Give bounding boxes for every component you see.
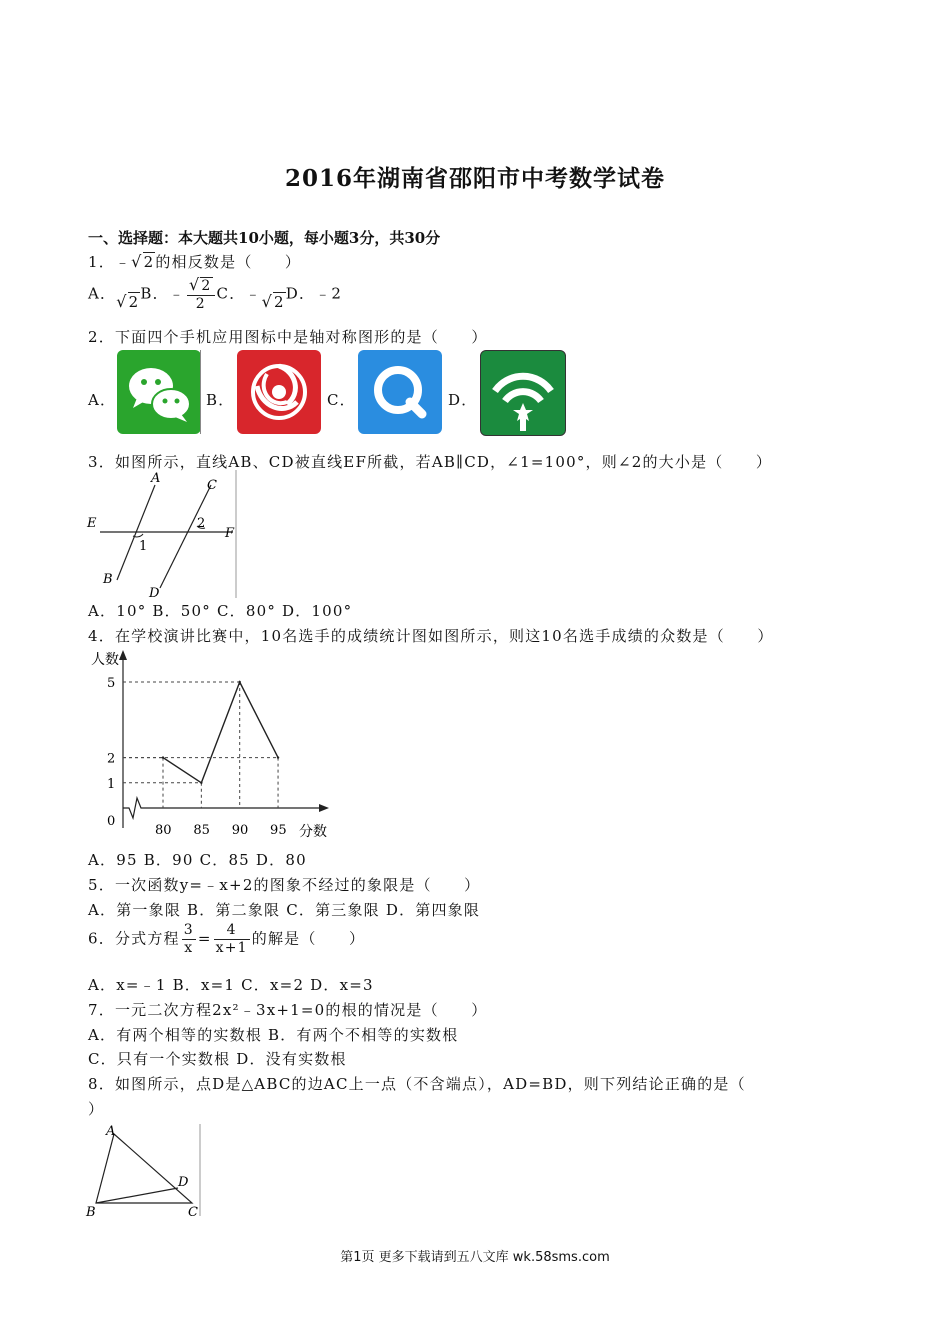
radicand: 2 bbox=[274, 292, 285, 311]
sohu-icon bbox=[237, 350, 321, 434]
fraction-1 bbox=[182, 922, 196, 957]
y-tick-0: 0 bbox=[107, 814, 116, 829]
label-c: C bbox=[207, 478, 217, 493]
data-point bbox=[162, 756, 164, 758]
y-tick-label: 2 bbox=[107, 751, 116, 767]
q7-stem: 7．一元二次方程2x²﹣3x+1=0的根的情况是（ ） bbox=[88, 1001, 488, 1019]
fraction: $\frac{√2}{2}$ bbox=[187, 276, 215, 313]
label-angle-1: 1 bbox=[139, 539, 148, 554]
q6-stem bbox=[88, 922, 365, 957]
series-line bbox=[163, 682, 278, 783]
q8-figure bbox=[84, 1120, 206, 1220]
q2-stem: 2．下面四个手机应用图标中是轴对称图形的是（ ） bbox=[88, 328, 488, 346]
qq-browser-icon bbox=[358, 350, 442, 434]
sqrt-expression: √2 bbox=[116, 291, 140, 311]
label-a: A bbox=[151, 471, 161, 486]
label-e: E bbox=[87, 516, 97, 531]
data-point bbox=[277, 756, 279, 758]
equals-sign: = bbox=[197, 929, 212, 948]
q1-prefix: 1．﹣ bbox=[88, 253, 132, 271]
fraction-2 bbox=[214, 922, 250, 957]
radicand: 2 bbox=[201, 278, 212, 294]
x-tick-label: 90 bbox=[231, 823, 249, 838]
q3-options: A．10° B．50° C．80° D．100° bbox=[88, 602, 353, 620]
label-angle-2: 2 bbox=[197, 516, 206, 531]
label-a: A bbox=[106, 1124, 116, 1139]
q2-label-d: D． bbox=[448, 391, 478, 409]
q1-option-d: D．﹣2 bbox=[285, 284, 343, 303]
q4-stem: 4．在学校演讲比赛中，10名选手的成绩统计图如图所示，则这10名选手成绩的众数是（ ） bbox=[88, 627, 774, 645]
sqrt-expression: √2 bbox=[261, 291, 285, 311]
q8-stem-end: ） bbox=[88, 1100, 105, 1118]
q1-option-a: A． bbox=[88, 284, 117, 303]
x-tick-label: 80 bbox=[155, 823, 172, 838]
data-point bbox=[200, 782, 202, 784]
label-d: D bbox=[149, 586, 160, 600]
q5-stem: 5．一次函数y=﹣x+2的图象不经过的象限是（ ） bbox=[88, 876, 481, 894]
x-tick-label: 95 bbox=[270, 823, 287, 838]
line-cd bbox=[160, 485, 211, 588]
q4-options: A．95 B．90 C．85 D．80 bbox=[88, 851, 307, 869]
page-title: 2016年湖南省邵阳市中考数学试卷 bbox=[284, 165, 665, 192]
q4-line-chart bbox=[85, 648, 345, 843]
label-b: B bbox=[86, 1205, 96, 1220]
radicand: 2 bbox=[143, 253, 155, 271]
label-b: B bbox=[103, 572, 113, 587]
x-axis-arrow bbox=[319, 804, 329, 812]
x-axis-label: 分数 bbox=[299, 824, 327, 840]
segment-bd bbox=[96, 1188, 178, 1203]
q8-stem: 8．如图所示，点D是△ABC的边AC上一点（不含端点），AD=BD，则下列结论正确的是（ bbox=[88, 1075, 746, 1093]
data-point bbox=[239, 681, 241, 683]
q7-options-1: A．有两个相等的实数根 B．有两个不相等的实数根 bbox=[88, 1026, 459, 1044]
y-axis-arrow bbox=[119, 650, 127, 660]
q3-figure bbox=[85, 470, 245, 600]
y-axis-label: 人数 bbox=[91, 652, 119, 668]
y-tick-label: 5 bbox=[107, 676, 116, 691]
q3-stem: 3．如图所示，直线AB、CD被直线EF所截，若AB∥CD，∠1=100°，则∠2的大小是（ ） bbox=[88, 453, 773, 471]
q1-option-b: B．﹣ bbox=[140, 284, 186, 303]
q2-label-a: A． bbox=[88, 391, 117, 409]
chart-axes bbox=[91, 650, 329, 840]
q2-label-c: C． bbox=[327, 391, 356, 409]
wifi-tower-icon bbox=[480, 350, 566, 436]
q6-prefix: 6．分式方程 bbox=[88, 929, 180, 948]
divider bbox=[200, 350, 201, 434]
q1-options bbox=[88, 276, 342, 313]
radicand: 2 bbox=[128, 292, 140, 311]
q1-option-c: C．﹣ bbox=[216, 284, 262, 303]
q1-suffix: 的相反数是（ ） bbox=[155, 253, 302, 271]
x-axis bbox=[123, 798, 321, 818]
q6-options: A．x=﹣1 B．x=1 C．x=2 D．x=3 bbox=[88, 976, 374, 994]
page-footer: 第1页 更多下载请到五八文库 wk.58sms.com bbox=[340, 1250, 610, 1265]
label-c: C bbox=[188, 1205, 198, 1220]
denominator: 2 bbox=[195, 296, 206, 312]
y-tick-label: 1 bbox=[107, 776, 116, 792]
numerator: 4 bbox=[214, 922, 250, 940]
triangle-abc bbox=[96, 1134, 192, 1203]
section-heading: 一、选择题：本大题共10小题，每小题3分，共30分 bbox=[88, 229, 441, 247]
q5-options: A．第一象限 B．第二象限 C．第三象限 D．第四象限 bbox=[88, 901, 481, 919]
denominator: x+1 bbox=[215, 940, 248, 956]
x-tick-label: 85 bbox=[193, 823, 210, 838]
q7-options-2: C．只有一个实数根 D．没有实数根 bbox=[88, 1050, 347, 1068]
label-f: F bbox=[225, 526, 235, 541]
numerator: 3 bbox=[183, 922, 194, 938]
denominator: x bbox=[184, 940, 194, 956]
q1-stem bbox=[88, 251, 301, 272]
wechat-icon bbox=[117, 350, 201, 434]
sqrt-expression: √2 bbox=[131, 252, 155, 271]
q2-label-b: B． bbox=[206, 391, 235, 409]
label-d: D bbox=[178, 1175, 189, 1190]
q6-suffix: 的解是（ ） bbox=[251, 929, 366, 948]
